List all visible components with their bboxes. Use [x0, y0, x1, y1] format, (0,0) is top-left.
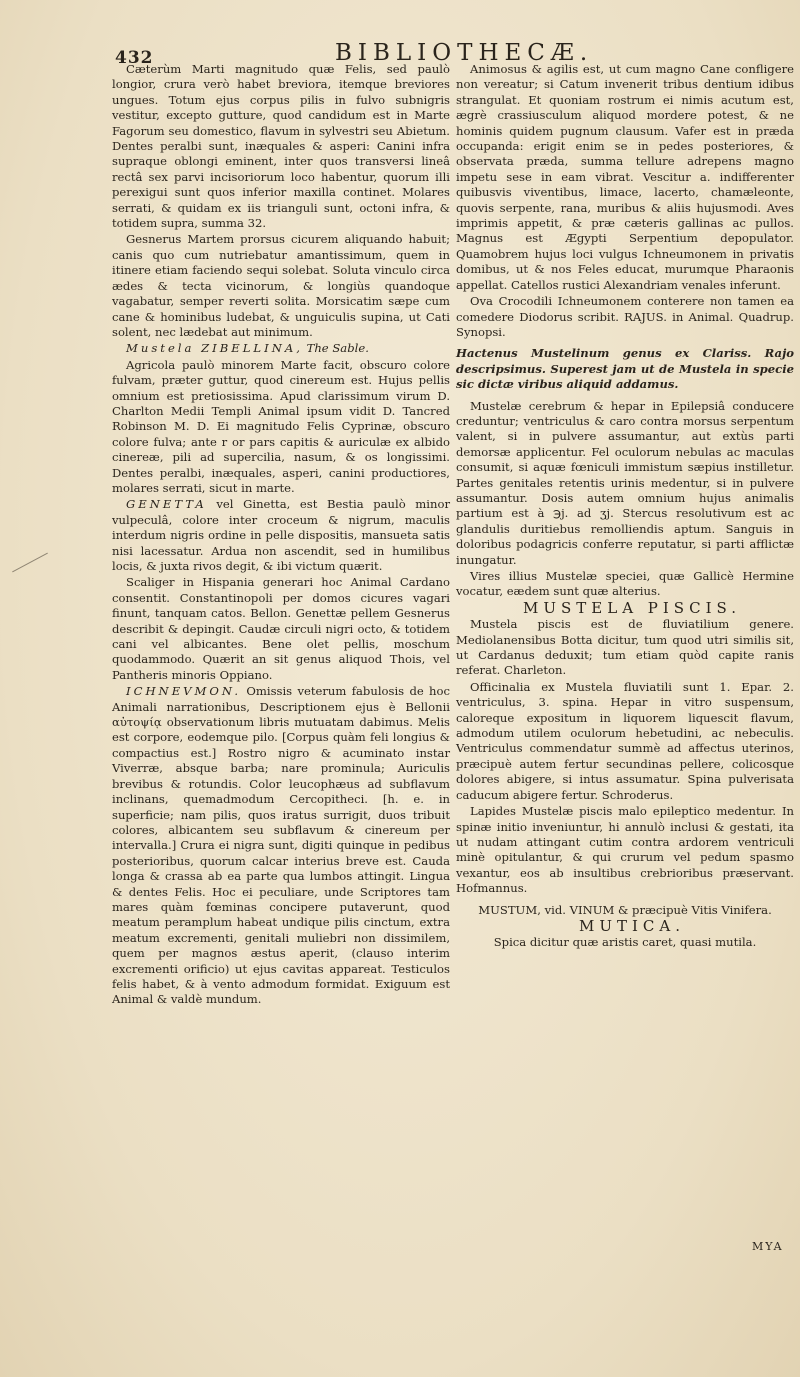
ichneumon-text: Omissis veterum fabulosis de hoc Animali narrationibus, Descriptionem ejus è Bellonii αὐτοψίᾳ observationum libris mutuatam dabimus. Melis est corpore, eodemque pilo. [Corpus quàm feli longius & compactius est.] Rostro nigro & acuminato instar Viverræ, absque barba; nare prominula; Auriculis brevibus & rotundis. Color leucophæus ad subflavum inclinans, quemadmodum Cercopitheci. [h. e. in superficie; nam pilis, quos iratus surrigit, duos tribuit colores, albicantem seu subflavum & cinereum per intervalla.] Crura ei nigra sunt, digiti quinque in pedibus posterioribus, quorum calcar interius breve est. Cauda longa & crassa ab ea parte qua lumbos attingit. Lingua & dentes Felis. Hoc ei peculiare, unde Scriptores tam mares quàm fœminas concipere putaverunt, quod meatum peramplum habeat undique pilis cinctum, extra meatum excrementi, genitali muliebri non dissimilem, quem per magnos æstus aperit, (clauso interim excrementi orificio) ut ejus cavitas appareat. Testiculos felis habet, & à vento admodum formidat. Exiguum est Animal & valdè mundum. [112, 684, 450, 1007]
marten-description: Cæterùm Marti magnitudo quæ Felis, sed paulò longior, crura verò habet breviora, itemque breviores ungues. Totum ejus corpus pilis in fulvo subnigris vestitur, excepto gutture, quod candidum est in Marte Fagorum seu domestico, flavum in sylvestri seu Abietum. Dentes peralbi sunt, inæquales & asperi: Canini infra supraque oblongi eminent, inter quos transversi lineâ rectâ sex parvi incisoriorum loco habentur, quorum illi perexigui sunt quos inferior maxilla continet. Molares serrati, & quidam ex iis trianguli sunt, octoni infra, & totidem supra, summa 32. [112, 62, 450, 231]
genetta-text: vel Ginetta, est Bestia paulò minor vulpeculâ, colore inter croceum & nigrum, maculis interdum nigris ordine in pelle dispositis, mansueta satis nisi lacessatur. Ardua non ascendit, sed in humilibus locis, & juxta rivos degit, & ibi victum quærit. [112, 497, 450, 573]
mustela-medical-uses: Mustelæ cerebrum & hepar in Epilepsiâ conducere creduntur; ventriculus & caro contra morsus serpentum valent, si in pulvere assumantur, aut extùs parti demorsæ applicentur. Fel oculorum nebulas ac maculas consumit, si aquæ fœniculi immistum sæpius instilletur. Partes genitales retentis urinis medentur, si in pulvere assumantur. Dosis autem omnium hujus animalis partium est à ℈j. ad ʒj. Stercus resolutivum est ac glandulis duritiebus remolliendis aptum. Sanguis in doloribus podagricis conferre reputatur, si parti afflictæ inungatur. [456, 398, 794, 567]
zibellina-entry-title [112, 341, 450, 356]
heading-mutica: MUTICA. [578, 916, 685, 935]
lapides-paragraph: Lapides Mustelæ piscis malo epileptico medentur. In spinæ initio inveniuntur, hi annulò inclusi & gestati, ita ut nudam attingant cutim contra ardorem ventriculi minè opitulantur, & qui crurum vel pedum spasmo vexantur, eos ab insultibus crebrioribus præservant. Hofmannus. [456, 804, 794, 896]
catchword: MYA [752, 1240, 784, 1253]
right-column [456, 62, 794, 951]
mustum-cross-reference: MUSTUM, vid. VINUM & præcipuè Vitis Vinifera. [478, 902, 772, 917]
mustela-piscis-definition: Mustela piscis est de fluviatilium genere. Mediolanensibus Botta dicitur, tum quod utri similis sit, ut Cardanus deduxit; tum etiam quòd capite ranis referat. Charleton. [456, 617, 794, 678]
genetta-title: GENETTA [126, 497, 207, 512]
zibellina-title: Mustela ZIBELLINA, [126, 341, 303, 356]
genetta-paragraph [112, 497, 450, 574]
running-title: BIBLIOTHECÆ. [335, 40, 594, 66]
crocodile-eggs-paragraph: Ova Crocodili Ichneumonem conterere non tamen ea comedere Diodorus scribit. RAJUS. in Animal. Quadrup. Synopsi. [456, 294, 794, 339]
ichneumon-continuation: Animosus & agilis est, ut cum magno Cane confligere non vereatur; si Catum invenerit tribus dentium idibus strangulat. Et quoniam rostrum ei nimis acutum est, ægrè crassiusculum aliquod mordere potest, & ne hominis quidem pugnum clausum. Vafer est in præda occupanda: erigit enim se in pedes posteriores, & observata præda, summa tellure adrepens magno impetu sese in eam vibrat. Vescitur a. indifferenter quibusvis viventibus, limace, lacerto, chamæleonte, quovis serpente, rana, muribus & aliis hujusmodi. Aves imprimis appetit, & præ cæteris gallinas ac pullos. Magnus est Ægypti Serpentium depopulator. Quamobrem hujus loci vulgus Ichneumonem in privatis domibus, ut & nos Feles educat, murumque Pharaonis appellat. Catellos rustici Alexandriam venales inferunt. [456, 62, 794, 292]
ichneumon-title: ICHNEVMON. [126, 684, 242, 699]
gesnerus-marten-paragraph: Gesnerus Martem prorsus cicurem aliquando habuit; canis quo cum nutriebatur amantissimum, quem in itinere etiam faciendo sequi solebat. Soluta vinculo circa ædes & tecta vicinorum, & longiùs quandoque vagabatur, semper reverti solita. Morsicatim sæpe cum cane & hominibus ludebat, & unguiculis supina, ut Cati solent, nec lædebat aut minimum. [112, 232, 450, 339]
scaliger-paragraph: Scaliger in Hispania generari hoc Animal Cardano consentit. Constantinopoli per domos cicures vagari finunt, tanquam catos. Bellon. Genettæ pellem Gesnerus describit & depingit. Caudæ circuli nigri octo, & totidem cani vel albicantes. Bene olet pellis, moschum quodammodo. Quærit an sit genus aliquod Thois, vel Pantheris minoris Oppiano. [112, 575, 450, 682]
transition-note: Hactenus Mustelinum genus ex Clariss. Rajo descripsimus. Superest jam ut de Mustela in specie sic dictæ viribus aliquid addamus. [456, 346, 794, 392]
margin-pencil-mark [12, 553, 48, 573]
mutica-definition: Spica dicitur quæ aristis caret, quasi mutila. [493, 935, 757, 950]
left-column [112, 62, 450, 1008]
hermine-paragraph: Vires illius Mustelæ speciei, quæ Gallicè Hermine vocatur, eædem sunt quæ alterius. [456, 569, 794, 599]
ichneumon-paragraph [112, 684, 450, 1008]
zibellina-english-name: The Sable. [306, 341, 369, 356]
heading-mustela-piscis: MUSTELA PISCIS. [523, 598, 741, 617]
page-number: 432 [115, 48, 154, 68]
officinalia-paragraph: Officinalia ex Mustela fluviatili sunt 1. Epar. 2. ventriculus, 3. spina. Hepar in vitro suspensum, caloreque expositum in liquorem liquescit flavum, admodum utilem oculorum hebetudini, ac nebeculis. Ventriculus commendatur summè ad affectus uterinos, præcipuè autem fertur secundinas pellere, colicosque dolores abigere, si intus assumatur. Spina pulverisata caducum abigere fertur. Schroderus. [456, 679, 794, 802]
zibellina-description: Agricola paulò minorem Marte facit, obscuro colore fulvam, præter guttur, quod cinereum est. Hujus pellis omnium est pretiosissima. Apud clarissimum virum D. Charlton Medii Templi Animal ipsum vidit D. Tancred Robinson M. D. Ei magnitudo Felis Cyprinæ, obscuro colore fulva; ante r or pars capitis & auriculæ ex albido cinereæ, pili ad supercilia, nasum, & os longissimi. Dentes peralbi, inæquales, asperi, canini productiores, molares serrati, sicut in marte. [112, 357, 450, 495]
